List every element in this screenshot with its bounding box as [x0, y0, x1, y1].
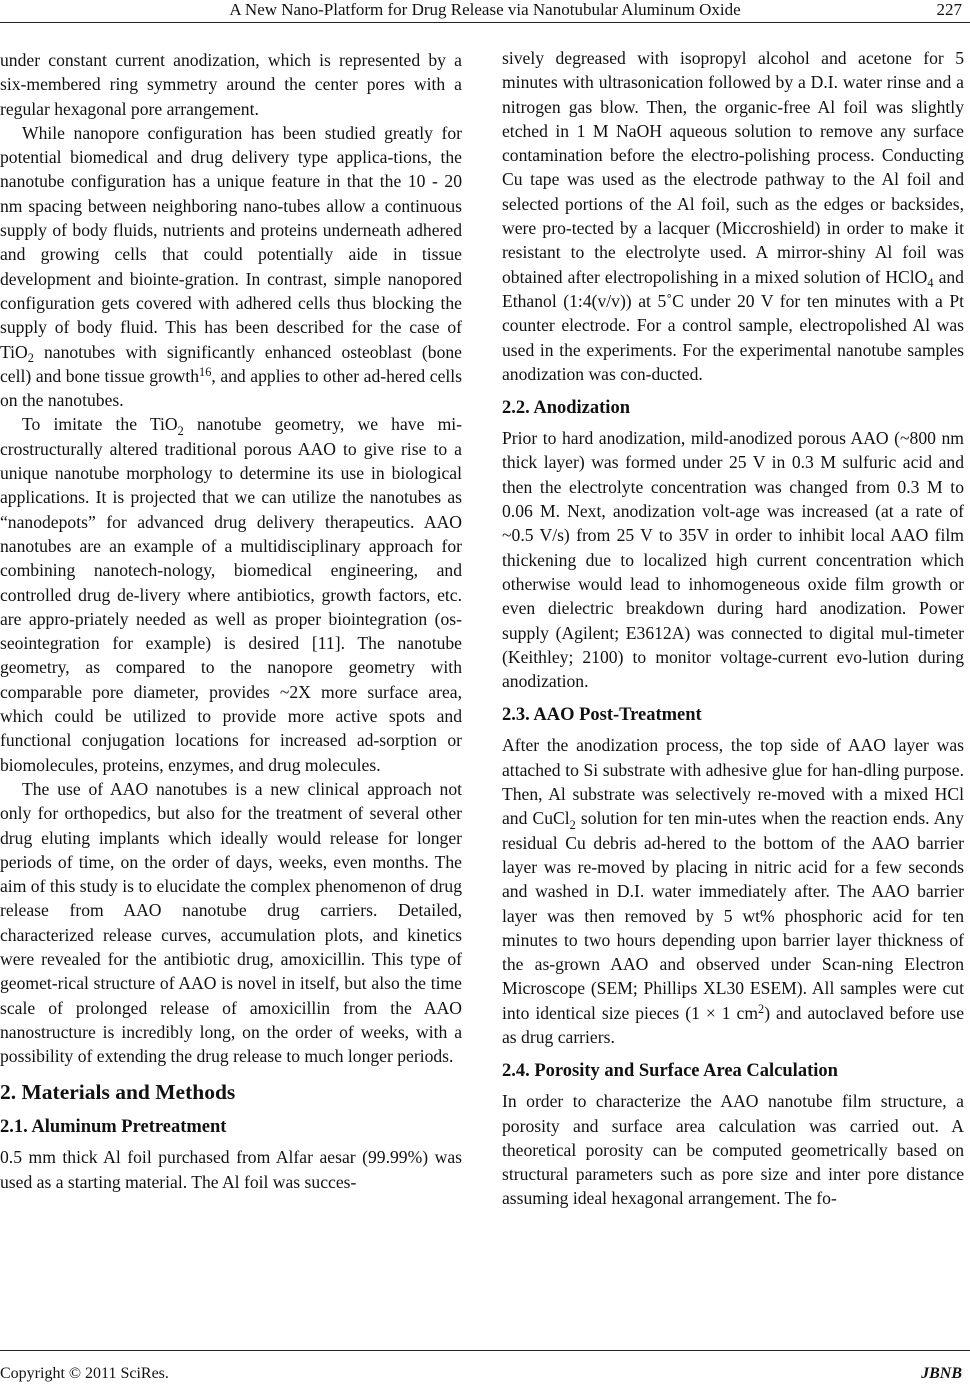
paragraph: 0.5 mm thick Al foil purchased from Alfar aesar (99.99%) was used as a starting material. The Al foil was succes-: [0, 1147, 462, 1192]
paragraph: To imitate the TiO$_2$ nanotube geometry, we have mi-crostructurally altered traditional porous AAO to give rise to a unique nanotube morphology to determine its use in biological applications. It is projected that we can utilize the nanotubes as “nanodepots” for advanced drug delivery therapeutics. AAO nanotubes are an example of a multidisciplinary approach for combining nanotech-nology, biomedical engineering, and controlled drug de-livery where antibiotics, growth factors, etc. are appro-priately needed as well as proper biointegration (os-seointegration for example) is desired [11]. The nanotube geometry, as compared to the nanopore geometry with comparable pore diameter, provides ~2X more surface area, which could be utilized to provide more active spots and functional conjugation locations for increased ad-sorption or biomolecules, proteins, enzymes, and drug molecules.: [0, 414, 462, 775]
paragraph: sively degreased with isopropyl alcohol and acetone for 5 minutes with ultrasonication followed by a D.I. water rinse and a nitrogen gas blow. Then, the organic-free Al foil was slightly etched in 1 M NaOH aqueous solution to remove any surface contamination before the electro-polishing process. Conducting Cu tape was used as the electrode pathway to the Al foil and selected portions of the Al foil, such as the edges or backsides, were pro-tected by a lacquer (Miccroshield) in order to make it resistant to the electrolyte used. A mirror-shiny Al foil was obtained after electropolishing in a mixed solution of HClO$_4$ and Ethanol (1:4(v/v)) at 5˚C under 20 V for ten minutes with a Pt counter electrode. For a control sample, electropolished Al was used in the experiments. For the experimental nanotube samples anodization was con-ducted.: [502, 48, 964, 384]
paragraph: under constant current anodization, which is represented by a six-membered ring symmetry around the center pores with a regular hexagonal pore arrangement.: [0, 50, 462, 119]
subsection-heading: 2.3. AAO Post-Treatment: [502, 705, 702, 726]
left-column: [0, 48, 462, 1194]
subsection-heading: 2.4. Porosity and Surface Area Calculation: [502, 1061, 838, 1082]
paragraph: In order to characterize the AAO nanotube film structure, a porosity and surface area calculation was carried out. A theoretical porosity can be computed geometrically based on structural parameters such as pore size and inter pore distance assuming ideal hexagonal arrangement. The fo-: [502, 1091, 964, 1209]
subsection-heading: 2.2. Anodization: [502, 398, 630, 419]
right-column: [502, 46, 964, 1211]
page-header: [0, 0, 970, 23]
paragraph: After the anodization process, the top side of AAO layer was attached to Si substrate with adhesive glue for han-dling purpose. Then, Al substrate was selectively re-moved with a mixed HCl and CuCl$_2$ solution for ten min-utes when the reaction ends. Any residual Cu debris ad-hered to the bottom of the AAO barrier layer was re-moved by placing in nitric acid for a few seconds and washed in D.I. water immediately after. The AAO barrier layer was then removed by 5 wt% phosphoric acid for ten minutes to two hours depending upon barrier layer thickness of the as-grown AAO and observed under Scan-ning Electron Microscope (SEM; Phillips XL30 ESEM). All samples were cut into identical size pieces (1 × 1 $cm^2$) and autoclaved before use as drug carriers.: [502, 735, 964, 1047]
paragraph: Prior to hard anodization, mild-anodized porous AAO (~800 nm thick layer) was formed under 25 V in 0.3 M sulfuric acid and then the electrolyte concentration was changed from 0.3 M to 0.06 M. Next, anodization volt-age was increased (at a rate of ~0.5 V/s) from 25 V to 35V in order to inhibit local AAO film thickening due to localized high current concentration which otherwise would lead to inhomogeneous oxide film growth or even dielectric breakdown during hard anodization. Power supply (Agilent; E3612A) was connected to digital mul-timeter (Keithley; 2100) to monitor voltage-current evo-lution during anodization.: [502, 428, 964, 692]
page-footer: [0, 1350, 970, 1387]
journal-abbrev: JBNB: [921, 1365, 962, 1382]
copyright-notice: Copyright © 2011 SciRes.: [0, 1365, 169, 1382]
subsection-heading: 2.1. Aluminum Pretreatment: [0, 1117, 227, 1138]
page-number: 227: [936, 0, 962, 19]
running-title: A New Nano-Platform for Drug Release via Nanotubular Aluminum Oxide: [229, 0, 741, 19]
paragraph: While nanopore configuration has been studied greatly for potential biomedical and drug delivery type applica-tions, the nanotube configuration has a unique feature in that the 10 - 20 nm spacing between neighboring nano-tubes allow a continuous supply of body fluids, nutrients and proteins underneath adhered and growing cells that could potentially aide in tissue development and biointe-gration. In contrast, simple nanopored configuration gets covered with adhered cells thus blocking the supply of body fluid. This has been described for the case of TiO$_2$ nanotubes with significantly enhanced osteoblast (bone cell) and bone tissue growth$^{16}$, and applies to other ad-hered cells on the nanotubes.: [0, 122, 462, 411]
paragraph: The use of AAO nanotubes is a new clinical approach not only for orthopedics, but also for the treatment of several other drug eluting implants which ideally would release for longer periods of time, on the order of days, weeks, even months. The aim of this study is to elucidate the complex phenomenon of drug release from AAO nanotube drug carriers. Detailed, characterized release curves, accumulation plots, and kinetics were revealed for the antibiotic drug, amoxicillin. This type of geomet-rical structure of AAO is novel in itself, but also the time scale of prolonged release of amoxicillin from the AAO nanostructure is incredibly long, on the order of weeks, with a possibility of extending the drug release to much longer periods.: [0, 778, 462, 1067]
section-heading: 2. Materials and Methods: [0, 1080, 236, 1105]
